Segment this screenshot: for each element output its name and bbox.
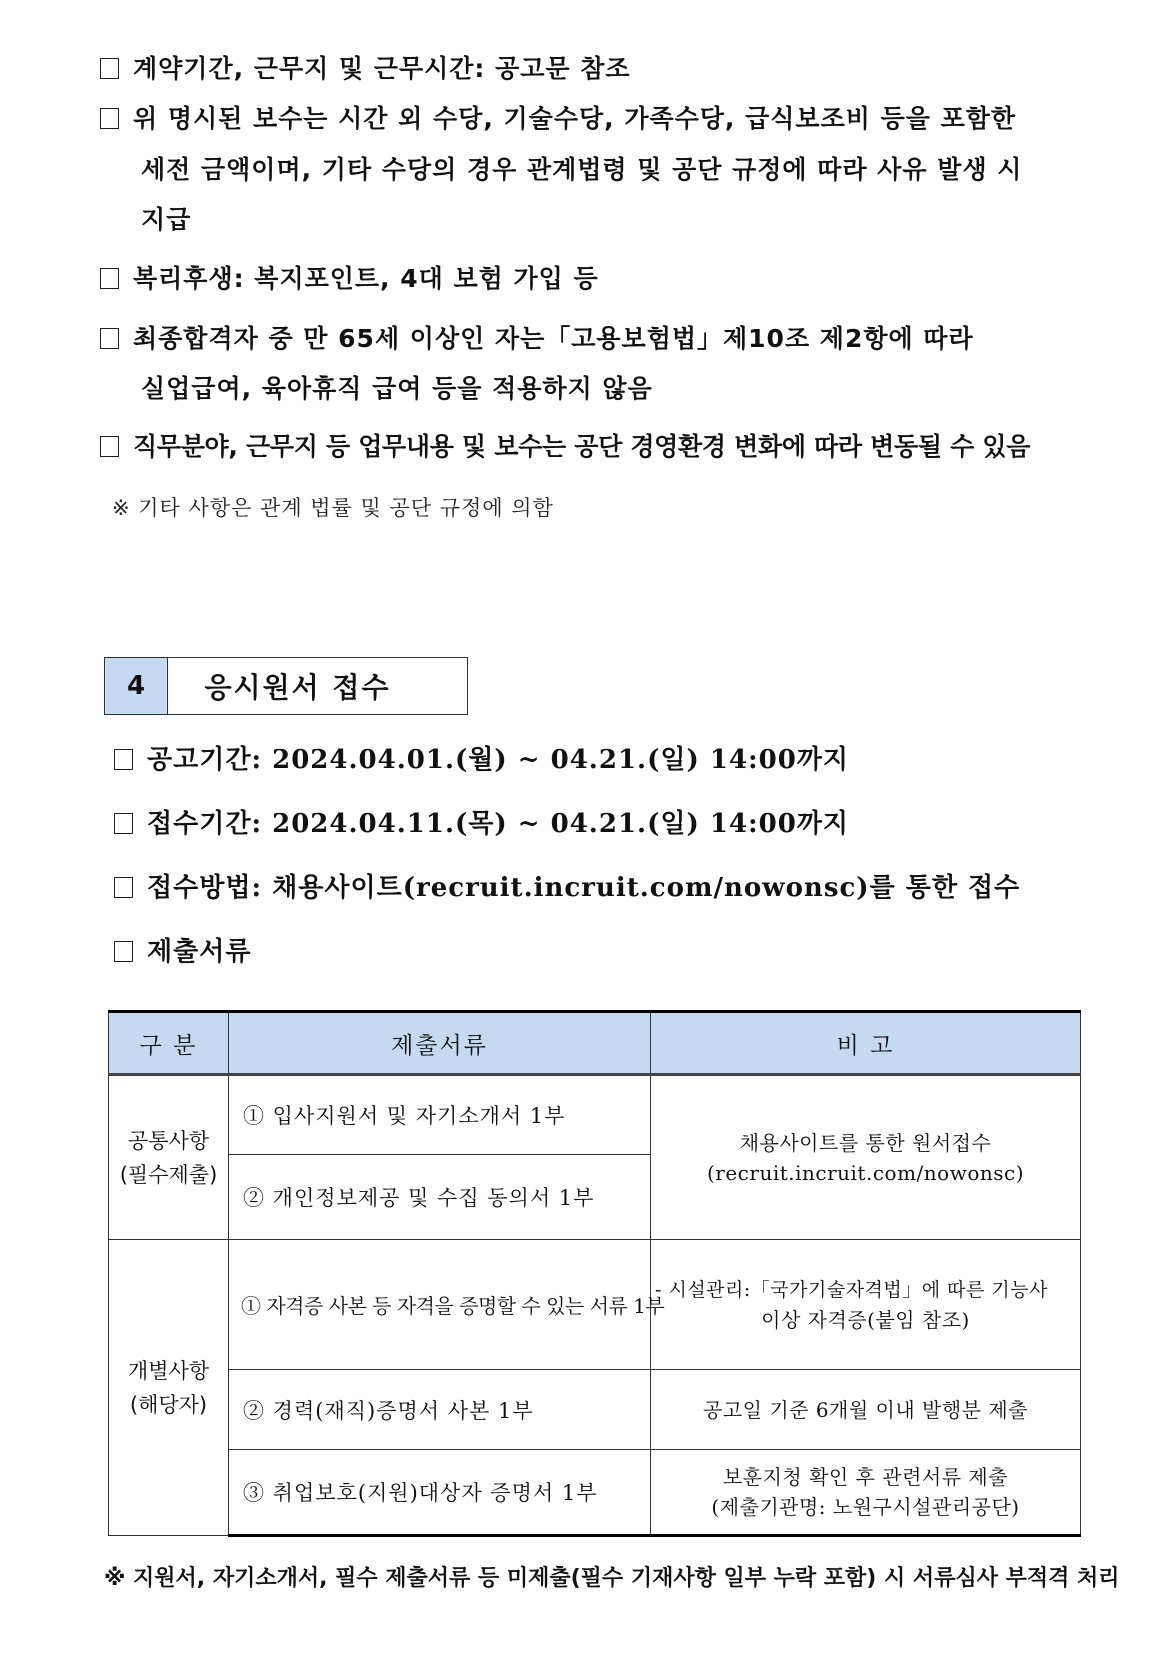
table-row <box>109 1240 1081 1370</box>
announcement-period: 공고기간: 2024.04.01.(월) ~ 04.21.(일) 14:00까지 <box>114 745 849 775</box>
table-row <box>109 1075 1081 1155</box>
bullet-age-65: 최종합격자 중 만 65세 이상인 자는「고용보험법」제10조 제2항에 따라 <box>100 324 974 354</box>
remark-cell: 채용사이트를 통한 원서접수 (recruit.incruit.com/nowonsc) <box>651 1075 1081 1240</box>
table-row <box>109 1370 1081 1450</box>
header-category: 구 분 <box>109 1012 229 1075</box>
table-row <box>109 1450 1081 1536</box>
remark-cell: 보훈지청 확인 후 관련서류 제출 (제출기관명: 노원구시설관리공단) <box>651 1450 1081 1536</box>
application-period: 접수기간: 2024.04.11.(목) ~ 04.21.(일) 14:00까지 <box>114 809 849 839</box>
bullet-contract-period: 계약기간, 근무지 및 근무시간: 공고문 참조 <box>100 54 631 84</box>
checkbox-square-icon <box>114 877 133 898</box>
bullet-welfare: 복리후생: 복지포인트, 4대 보험 가입 등 <box>100 264 599 294</box>
bullet-salary-note-line2: 세전 금액이며, 기타 수당의 경우 관계법령 및 공단 규정에 따라 사유 발생 시 <box>141 155 1023 184</box>
table-header-row <box>109 1012 1081 1075</box>
application-method: 접수방법: 채용사이트(recruit.incruit.com/nowonsc)를 통한 접수 <box>114 873 1020 903</box>
bullet-job-change: 직무분야, 근무지 등 업무내용 및 보수는 공단 경영환경 변화에 따라 변동될 수 있음 <box>100 432 1030 462</box>
checkbox-square-icon <box>114 813 133 834</box>
checkbox-square-icon <box>100 58 119 79</box>
document-cell: ② 개인정보제공 및 수집 동의서 1부 <box>229 1155 651 1240</box>
document-cell: ① 입사지원서 및 자기소개서 1부 <box>229 1075 651 1155</box>
document-cell: ② 경력(재직)증명서 사본 1부 <box>229 1370 651 1450</box>
checkbox-square-icon <box>114 749 133 770</box>
disqualification-note: ※ 지원서, 자기소개서, 필수 제출서류 등 미제출(필수 기재사항 일부 누락 포함) 시 서류심사 부적격 처리 <box>104 1566 1120 1591</box>
section-title: 응시원서 접수 <box>204 671 391 704</box>
checkbox-square-icon <box>100 268 119 289</box>
remark-cell: 공고일 기준 6개월 이내 발행분 제출 <box>651 1370 1081 1450</box>
header-remarks: 비 고 <box>651 1012 1081 1075</box>
checkbox-square-icon <box>114 941 133 962</box>
document-cell: ③ 취업보호(지원)대상자 증명서 1부 <box>229 1450 651 1536</box>
bullet-salary-note: 위 명시된 보수는 시간 외 수당, 기술수당, 가족수당, 급식보조비 등을 포함한 <box>100 104 1016 134</box>
header-documents: 제출서류 <box>229 1012 651 1075</box>
section-4-header <box>104 657 468 715</box>
checkbox-square-icon <box>100 108 119 129</box>
checkbox-square-icon <box>100 328 119 349</box>
documents-table <box>108 1010 1081 1537</box>
remark-cell: - 시설관리:「국가기술자격법」에 따른 기능사 이상 자격증(붙임 참조) <box>651 1240 1081 1370</box>
category-individual: 개별사항 (해당자) <box>109 1240 229 1536</box>
required-documents-heading: 제출서류 <box>114 937 251 967</box>
other-matters-note: ※ 기타 사항은 관계 법률 및 공단 규정에 의함 <box>112 496 554 520</box>
checkbox-square-icon <box>100 436 119 457</box>
section-number: 4 <box>105 658 168 714</box>
bullet-age-65-line2: 실업급여, 육아휴직 급여 등을 적용하지 않음 <box>141 374 653 403</box>
document-cell: ① 자격증 사본 등 자격을 증명할 수 있는 서류 1부 <box>229 1240 651 1370</box>
category-common: 공통사항 (필수제출) <box>109 1075 229 1240</box>
bullet-salary-note-line3: 지급 <box>141 205 192 234</box>
